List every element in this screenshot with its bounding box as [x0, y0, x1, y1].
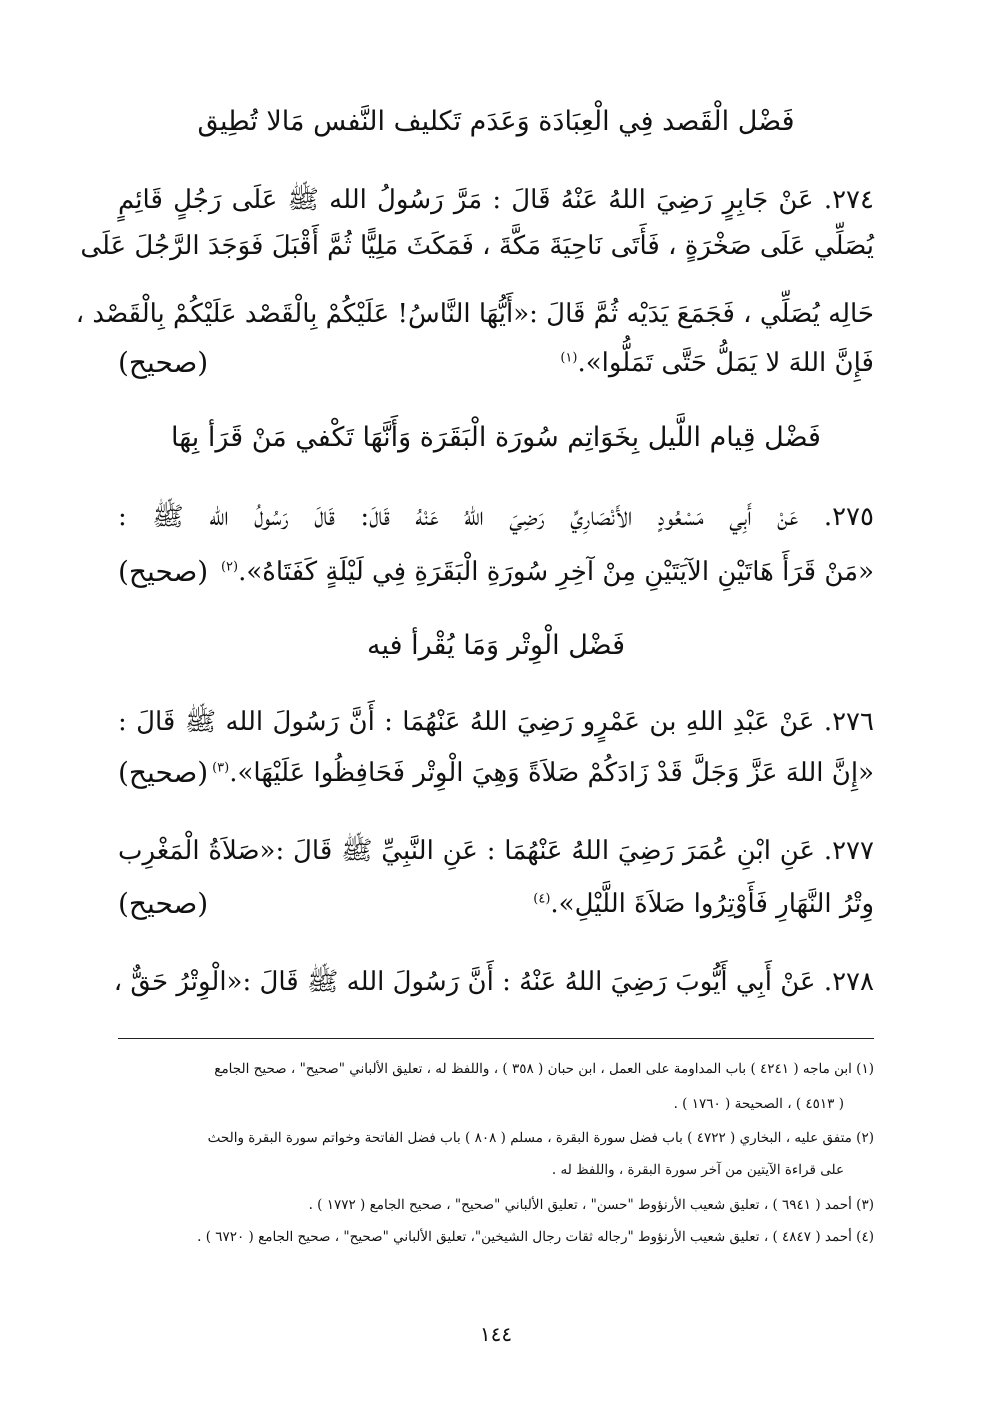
hadith-276-line-1: ٢٧٦. عَنْ عَبْدِ اللهِ بن عَمْرٍو رَضِيَ اللهُ عَنْهُمَا : أَنَّ رَسُولَ الله ﷺ قَالَ : [118, 707, 874, 737]
hadith-277-line-2 [118, 884, 874, 924]
hadith-277-line-1: ٢٧٧. عَنِ ابْنِ عُمَرَ رَضِيَ اللهُ عَنْهُمَا : عَنِ النَّبِيِّ ﷺ قَالَ :«صَلاَةُ الْمَغْرِب [118, 836, 874, 866]
hadith-274-line-3: حَالِه يُصَلِّي ، فَجَمَعَ يَدَيْه ثُمَّ قَالَ :«أَيُّهَا النَّاسُ! عَلَيْكُمْ بِالْقَصْد عَلَيْكُمْ بِالْقَصْد ، [75, 299, 874, 329]
footnote-3: (٣) أحمد ( ٦٩٤١ ) ، تعليق شعيب الأرنؤوط "حسن" ، تعليق الألباني "صحيح" ، صحيح الجامع ( ١٧٧٢ ) . [308, 1197, 874, 1213]
hadith-275-line-2 [118, 552, 874, 592]
footnote-2-line-1: (٢) متفق عليه ، البخاري ( ٤٧٢٢ ) باب فضل سورة البقرة ، مسلم ( ٨٠٨ ) باب فضل الفاتحة وخواتم سورة البقرة والحث [207, 1130, 874, 1146]
footnote-divider [118, 1038, 874, 1039]
hadith-277-text-end: وِتْرُ النَّهَارِ فَأَوْتِرُوا صَلاَةَ اللَّيْلِ». [550, 889, 874, 919]
footnote-1-line-2: ( ٤٥١٣ ) ، الصحيحة ( ١٧٦٠ ) . [673, 1096, 844, 1112]
hadith-274-line-4 [118, 343, 874, 383]
hadith-275-text-end: «مَنْ قَرَأَ هَاتَيْنِ الآيَتَيْنِ مِنْ آخِرِ سُورَةِ الْبَقَرَةِ فِي لَيْلَةٍ كَفَتَاهُ». [238, 557, 874, 587]
heading-moderation-in-worship: فَضْل الْقَصد فِي الْعِبَادَة وَعَدَم تَكليف النَّفس مَالا تُطِيق [197, 106, 795, 137]
hadith-276-text-end: «إِنَّ اللهَ عَزَّ وَجَلَّ قَدْ زَادَكُمْ صَلاَةً وَهِيَ الْوِتْر فَحَافِظُوا عَلَيْهَا». [229, 758, 874, 788]
footnote-2-line-2: على قراءة الآيتين من آخر سورة البقرة ، واللفظ له . [551, 1162, 844, 1178]
heading-witr: فَضْل الْوِتْر وَمَا يُقْرأ فيه [366, 630, 626, 661]
footnote-4: (٤) أحمد ( ٤٨٤٧ ) ، تعليق شعيب الأرنؤوط "رجاله ثقات رجال الشيخين"، تعليق الألباني "صحيح" ، صحيح الجامع ( ٦٧٢٠ ) . [197, 1229, 874, 1245]
grade-label-275: (صحيح) [118, 555, 209, 588]
hadith-274-line-2: يُصَلِّي عَلَى صَخْرَةٍ ، فَأَتَى نَاحِيَةَ مَكَّةَ ، فَمَكَثَ مَلِيًّا ثُمَّ أَقْبَلَ فَوَجَدَ الرَّجُلَ عَلَى [80, 231, 874, 261]
page-number: ١٤٤ [479, 1322, 513, 1346]
grade-label-276: (صحيح) [118, 756, 209, 789]
grade-label-277: (صحيح) [118, 887, 209, 920]
hadith-275-line-1: ٢٧٥. عَنْ أَبِي مَسْعُودٍ الأَنْصَارِيِّ رَضِيَ اللهُ عَنْهُ قَالَ: قَالَ رَسُولُ الله ﷺ : [118, 502, 874, 532]
grade-label-274: (صحيح) [118, 346, 209, 379]
footnote-ref-1: (١) [560, 350, 578, 366]
hadith-274-text-end: فَإِنَّ اللهَ لا يَمَلُّ حَتَّى تَمَلُّوا». [577, 348, 874, 378]
hadith-274-line-1: ٢٧٤. عَنْ جَابِرٍ رَضِيَ اللهُ عَنْهُ قَالَ : مَرَّ رَسُولُ الله ﷺ عَلَى رَجُلٍ قَائِمٍ [118, 185, 874, 215]
footnote-1-line-1: (١) ابن ماجه ( ٤٢٤١ ) باب المداومة على العمل ، ابن حبان ( ٣٥٨ ) ، واللفظ له ، تعليق الألباني "صحيح" ، صحيح الجامع [214, 1061, 874, 1077]
heading-night-prayer-baqarah: فَضْل قِيام اللَّيل بِخَوَاتِم سُورَة الْبَقَرَة وَأَنَّهَا تَكْفي مَنْ قَرَأ بِهَا [171, 422, 821, 453]
footnote-ref-4: (٤) [533, 891, 551, 907]
footnote-ref-3: (٣) [212, 760, 230, 776]
hadith-278-line-1: ٢٧٨. عَنْ أَبِي أَيُّوبَ رَضِيَ اللهُ عَنْهُ : أَنَّ رَسُولَ الله ﷺ قَالَ :«الْوِتْرُ حَقٌّ ، [113, 967, 874, 997]
footnote-ref-2: (٢) [220, 559, 239, 575]
hadith-276-line-2 [118, 753, 874, 793]
